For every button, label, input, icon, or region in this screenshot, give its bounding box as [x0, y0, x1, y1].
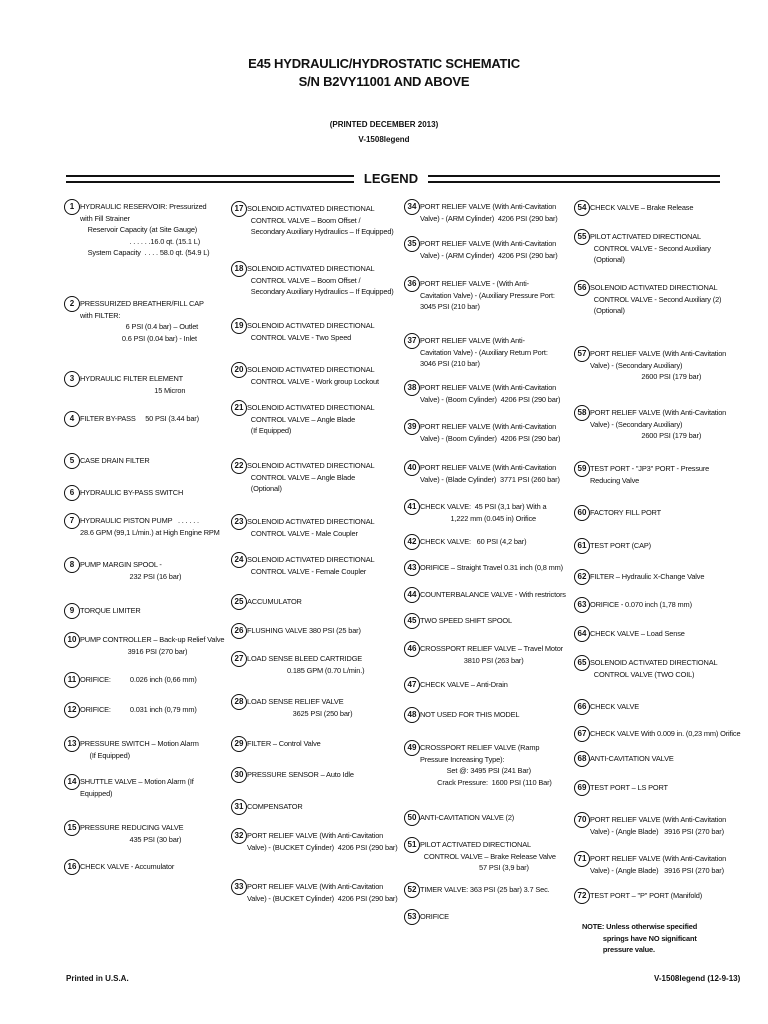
item-number-badge: 26 [231, 623, 247, 639]
doc-code: V-1508legend [358, 135, 410, 144]
item-description: PRESSURE SWITCH – Motion Alarm (If Equipped) [80, 739, 199, 760]
item-number-badge: 69 [574, 780, 590, 796]
item-description: CHECK VALVE – Brake Release [590, 203, 694, 212]
item-number-badge: 41 [404, 499, 420, 515]
item-description: FILTER – Control Valve [247, 739, 321, 748]
item-description: LOAD SENSE RELIEF VALVE 3625 PSI (250 bar) [247, 697, 353, 718]
item-description: TORQUE LIMITER [80, 606, 141, 615]
document-title: E45 HYDRAULIC/HYDROSTATIC SCHEMATIC [248, 56, 520, 71]
item-description: TWO SPEED SHIFT SPOOL [420, 616, 512, 625]
item-number-badge: 1 [64, 199, 80, 215]
item-description: CHECK VALVE - Accumulator [80, 862, 175, 871]
item-description: PORT RELIEF VALVE (With Anti-Cavitation Valve) - (Secondary Auxiliary) 2600 PSI (179 bar) [590, 349, 727, 381]
item-description: TEST PORT – LS PORT [590, 783, 668, 792]
item-number-badge: 32 [231, 828, 247, 844]
item-number-badge: 2 [64, 296, 80, 312]
item-number-badge: 70 [574, 812, 590, 828]
item-number-badge: 14 [64, 774, 80, 790]
item-number-badge: 21 [231, 400, 247, 416]
legend-heading: LEGEND [363, 171, 419, 186]
item-number-badge: 66 [574, 699, 590, 715]
item-number-badge: 50 [404, 810, 420, 826]
item-description: CHECK VALVE – Anti-Drain [420, 680, 508, 689]
item-description: SOLENOID ACTIVATED DIRECTIONAL CONTROL VALVE – Angle Blade (Optional) [247, 461, 375, 493]
item-number-badge: 23 [231, 514, 247, 530]
item-number-badge: 13 [64, 736, 80, 752]
item-description: TEST PORT (CAP) [590, 541, 651, 550]
item-number-badge: 47 [404, 677, 420, 693]
item-description: PORT RELIEF VALVE (With Anti-Cavitation Valve) - (BUCKET Cylinder) 4206 PSI (290 bar) [247, 882, 398, 903]
item-description: SHUTTLE VALVE – Motion Alarm (If Equipped) [80, 777, 194, 798]
item-description: FILTER BY-PASS 50 PSI (3.44 bar) [80, 414, 199, 423]
item-number-badge: 5 [64, 453, 80, 469]
item-number-badge: 12 [64, 702, 80, 718]
item-description: SOLENOID ACTIVATED DIRECTIONAL CONTROL VALVE - Work group Lockout [247, 365, 379, 386]
item-description: FACTORY FILL PORT [590, 508, 661, 517]
print-date: (PRINTED DECEMBER 2013) [329, 120, 439, 129]
item-description: PILOT ACTIVATED DIRECTIONAL CONTROL VALVE - Second Auxiliary (Optional) [590, 232, 711, 264]
footer-code: V-1508legend (12-9-13) [654, 974, 741, 983]
item-number-badge: 24 [231, 552, 247, 568]
item-description: NOT USED FOR THIS MODEL [420, 710, 520, 719]
item-description: ORIFICE - 0.070 inch (1,78 mm) [590, 600, 692, 609]
item-description: SOLENOID ACTIVATED DIRECTIONAL CONTROL VALVE - Two Speed [247, 321, 375, 342]
item-number-badge: 67 [574, 726, 590, 742]
item-description: ORIFICE: 0.026 inch (0,66 mm) [80, 675, 197, 684]
item-description: CHECK VALVE With 0.009 in. (0,23 mm) Orifice [590, 729, 741, 738]
item-description: SOLENOID ACTIVATED DIRECTIONAL CONTROL VALVE - Male Coupler [247, 517, 375, 538]
item-number-badge: 35 [404, 236, 420, 252]
item-number-badge: 7 [64, 513, 80, 529]
item-number-badge: 3 [64, 371, 80, 387]
item-number-badge: 6 [64, 485, 80, 501]
item-number-badge: 52 [404, 882, 420, 898]
item-number-badge: 63 [574, 597, 590, 613]
item-description: CHECK VALVE [590, 702, 640, 711]
item-description: PORT RELIEF VALVE (With Anti-Cavitation Valve) - (Angle Blade) 3916 PSI (270 bar) [590, 854, 727, 875]
item-number-badge: 46 [404, 641, 420, 657]
item-number-badge: 71 [574, 851, 590, 867]
item-number-badge: 55 [574, 229, 590, 245]
item-number-badge: 25 [231, 594, 247, 610]
item-number-badge: 30 [231, 767, 247, 783]
item-number-badge: 56 [574, 280, 590, 296]
item-number-badge: 58 [574, 405, 590, 421]
item-description: ANTI-CAVITATION VALVE [590, 754, 674, 763]
item-number-badge: 38 [404, 380, 420, 396]
item-number-badge: 42 [404, 534, 420, 550]
item-number-badge: 19 [231, 318, 247, 334]
item-description: SOLENOID ACTIVATED DIRECTIONAL CONTROL VALVE (TWO COIL) [590, 658, 718, 679]
item-number-badge: 9 [64, 603, 80, 619]
item-number-badge: 62 [574, 569, 590, 585]
item-description: HYDRAULIC RESERVOIR: Pressurized with Fill Strainer Reservoir Capacity (at Site Gauge) . . . . . .16.0 qt. (15.1 L) System Capacity . . . . 58.0 qt. (54.9 L) [80, 202, 210, 257]
item-number-badge: 28 [231, 694, 247, 710]
item-number-badge: 36 [404, 276, 420, 292]
item-number-badge: 65 [574, 655, 590, 671]
item-description: PORT RELIEF VALVE (With Anti- Cavitation Valve) - (Auxiliary Return Port: 3046 PSI (210 bar) [420, 336, 548, 368]
item-description: TEST PORT - "JP3" PORT - Pressure Reducing Valve [590, 464, 710, 485]
item-number-badge: 34 [404, 199, 420, 215]
item-description: PORT RELIEF VALVE (With Anti-Cavitation Valve) - (ARM Cylinder) 4206 PSI (290 bar) [420, 239, 558, 260]
item-number-badge: 57 [574, 346, 590, 362]
item-number-badge: 51 [404, 837, 420, 853]
item-description: PORT RELIEF VALVE (With Anti-Cavitation Valve) - (Angle Blade) 3916 PSI (270 bar) [590, 815, 727, 836]
item-description: HYDRAULIC PISTON PUMP . . . . . . 28.6 GPM (99,1 L/min.) at High Engine RPM [80, 516, 220, 537]
item-description: HYDRAULIC BY-PASS SWITCH [80, 488, 184, 497]
item-number-badge: 10 [64, 632, 80, 648]
item-number-badge: 61 [574, 538, 590, 554]
item-number-badge: 64 [574, 626, 590, 642]
item-description: ANTI-CAVITATION VALVE (2) [420, 813, 515, 822]
item-description: PRESSURE SENSOR – Auto Idle [247, 770, 354, 779]
item-description: HYDRAULIC FILTER ELEMENT 15 Micron [80, 374, 186, 395]
item-description: PORT RELIEF VALVE (With Anti-Cavitation Valve) - (Boom Cylinder) 4206 PSI (290 bar) [420, 383, 561, 404]
item-number-badge: 43 [404, 560, 420, 576]
item-description: PORT RELIEF VALVE (With Anti-Cavitation Valve) - (ARM Cylinder) 4206 PSI (290 bar) [420, 202, 558, 223]
item-description: FLUSHING VALVE 380 PSI (25 bar) [247, 626, 361, 635]
item-number-badge: 60 [574, 505, 590, 521]
item-description: ORIFICE: 0.031 inch (0,79 mm) [80, 705, 197, 714]
item-number-badge: 40 [404, 460, 420, 476]
item-description: CASE DRAIN FILTER [80, 456, 150, 465]
item-number-badge: 22 [231, 458, 247, 474]
item-description: PUMP MARGIN SPOOL - 232 PSI (16 bar) [80, 560, 182, 581]
item-description: ORIFICE [420, 912, 449, 921]
item-number-badge: 16 [64, 859, 80, 875]
item-number-badge: 68 [574, 751, 590, 767]
item-number-badge: 37 [404, 333, 420, 349]
item-description: PORT RELIEF VALVE (With Anti-Cavitation Valve) - (Secondary Auxiliary) 2600 PSI (179 bar) [590, 408, 727, 440]
item-description: CHECK VALVE: 45 PSI (3,1 bar) With a 1,222 mm (0.045 in) Orifice [420, 502, 547, 523]
item-number-badge: 72 [574, 888, 590, 904]
item-number-badge: 17 [231, 201, 247, 217]
item-description: CROSSPORT RELIEF VALVE (Ramp Pressure Increasing Type): Set @: 3495 PSI (241 Bar) Crack Pressure: 1600 PSI (110 Bar) [420, 743, 552, 787]
item-number-badge: 29 [231, 736, 247, 752]
item-description: CHECK VALVE – Load Sense [590, 629, 685, 638]
item-description: LOAD SENSE BLEED CARTRIDGE 0.185 GPM (0.70 L/min.) [247, 654, 365, 675]
item-description: ORIFICE – Straight Travel 0.31 inch (0,8 mm) [420, 563, 563, 572]
item-number-badge: 31 [231, 799, 247, 815]
item-number-badge: 59 [574, 461, 590, 477]
item-description: SOLENOID ACTIVATED DIRECTIONAL CONTROL VALVE – Angle Blade (If Equipped) [247, 403, 375, 435]
item-description: PORT RELIEF VALVE (With Anti-Cavitation Valve) - (Boom Cylinder) 4206 PSI (290 bar) [420, 422, 561, 443]
item-description: PORT RELIEF VALVE - (With Anti- Cavitation Valve) - (Auxiliary Pressure Port: 3045 PSI (210 bar) [420, 279, 555, 311]
note-text: NOTE: Unless otherwise specified springs have NO significant pressure value. [582, 922, 698, 954]
item-number-badge: 18 [231, 261, 247, 277]
item-number-badge: 33 [231, 879, 247, 895]
item-description: FILTER – Hydraulic X-Change Valve [590, 572, 705, 581]
item-description: COUNTERBALANCE VALVE - With restrictors [420, 590, 566, 599]
item-description: PUMP CONTROLLER – Back-up Relief Valve 3916 PSI (270 bar) [80, 635, 225, 656]
item-description: CHECK VALVE: 60 PSI (4,2 bar) [420, 537, 527, 546]
item-description: SOLENOID ACTIVATED DIRECTIONAL CONTROL VALVE - Female Coupler [247, 555, 375, 576]
item-description: PORT RELIEF VALVE (With Anti-Cavitation Valve) - (Blade Cylinder) 3771 PSI (260 bar) [420, 463, 560, 484]
item-number-badge: 27 [231, 651, 247, 667]
item-number-badge: 49 [404, 740, 420, 756]
item-number-badge: 54 [574, 200, 590, 216]
item-number-badge: 20 [231, 362, 247, 378]
item-number-badge: 39 [404, 419, 420, 435]
item-number-badge: 8 [64, 557, 80, 573]
item-number-badge: 15 [64, 820, 80, 836]
item-description: TEST PORT – "P" PORT (Manifold) [590, 891, 703, 900]
item-description: CROSSPORT RELIEF VALVE – Travel Motor 3810 PSI (263 bar) [420, 644, 563, 665]
item-number-badge: 48 [404, 707, 420, 723]
serial-range: S/N B2VY11001 AND ABOVE [298, 74, 470, 89]
item-description: COMPENSATOR [247, 802, 303, 811]
item-description: SOLENOID ACTIVATED DIRECTIONAL CONTROL VALVE - Second Auxiliary (2) (Optional) [590, 283, 722, 315]
item-description: PORT RELIEF VALVE (With Anti-Cavitation Valve) - (BUCKET Cylinder) 4206 PSI (290 bar) [247, 831, 398, 852]
item-number-badge: 4 [64, 411, 80, 427]
item-description: TIMER VALVE: 363 PSI (25 bar) 3.7 Sec. [420, 885, 550, 894]
item-description: PILOT ACTIVATED DIRECTIONAL CONTROL VALVE – Brake Release Valve 57 PSI (3,9 bar) [420, 840, 556, 872]
item-description: PRESSURE REDUCING VALVE 435 PSI (30 bar) [80, 823, 184, 844]
item-description: SOLENOID ACTIVATED DIRECTIONAL CONTROL VALVE – Boom Offset / Secondary Auxiliary Hydraulics – If Equipped) [247, 204, 394, 236]
item-description: PRESSURIZED BREATHER/FILL CAP with FILTER: 6 PSI (0.4 bar) – Outlet 0.6 PSI (0.04 bar) - Inlet [80, 299, 204, 343]
footer-printed: Printed in U.S.A. [66, 974, 129, 983]
item-number-badge: 45 [404, 613, 420, 629]
item-number-badge: 44 [404, 587, 420, 603]
item-number-badge: 11 [64, 672, 80, 688]
item-description: ACCUMULATOR [247, 597, 302, 606]
item-number-badge: 53 [404, 909, 420, 925]
item-description: SOLENOID ACTIVATED DIRECTIONAL CONTROL VALVE – Boom Offset / Secondary Auxiliary Hydraulics – If Equipped) [247, 264, 394, 296]
